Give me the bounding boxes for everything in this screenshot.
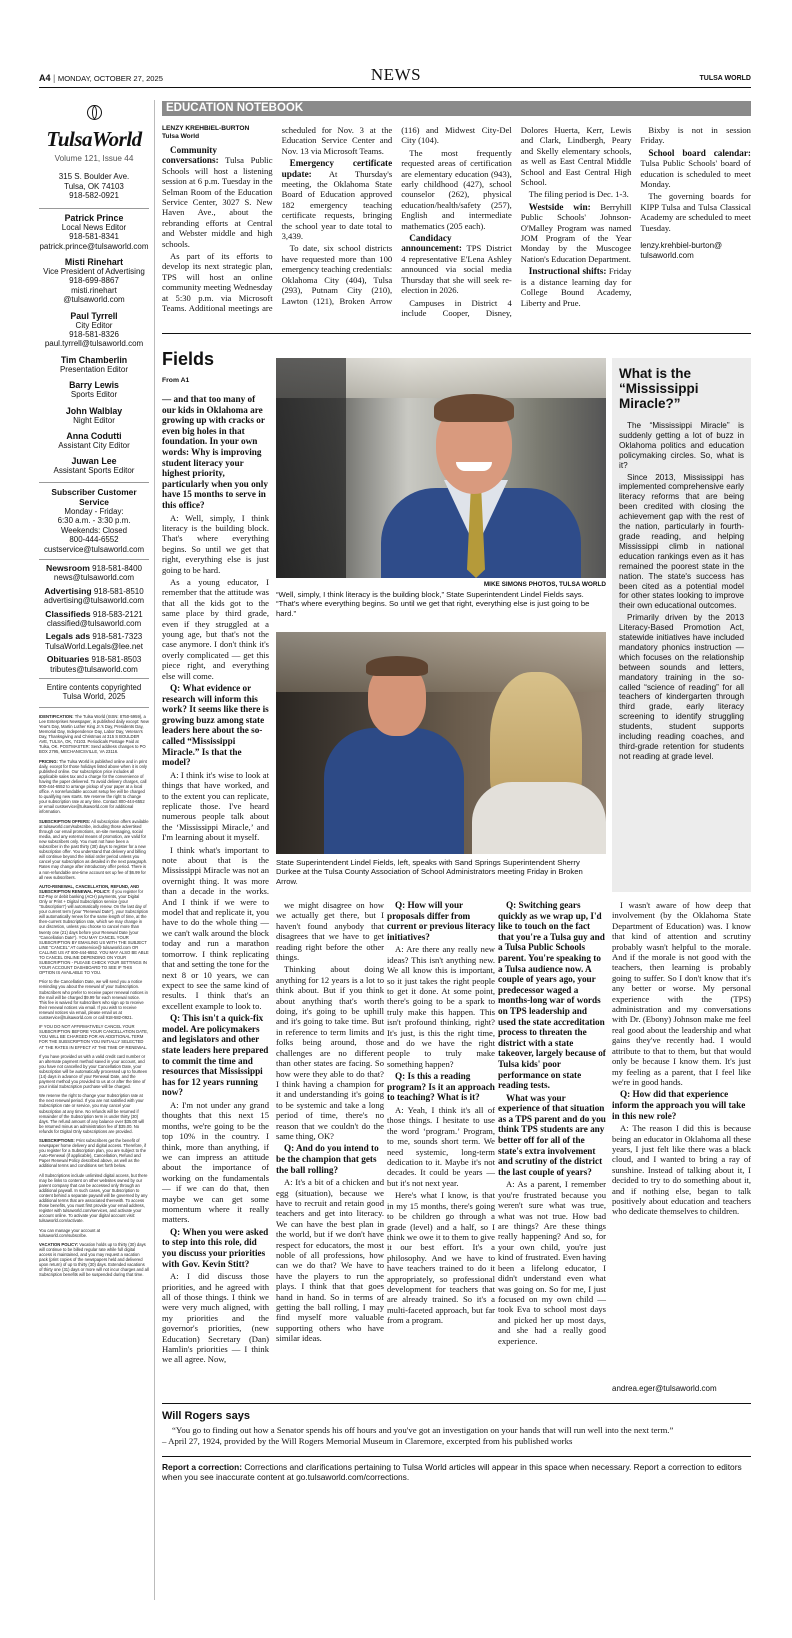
contact-entry <box>39 632 149 651</box>
notebook-paragraph <box>521 266 632 308</box>
contact-entry <box>39 587 149 606</box>
notebook-text: Berryhill Public Schools' Johnson-O'Malley Program was named JOM Program of the Year Monday by the Muscogee Nation's Education Department. <box>520 201 632 264</box>
interview-question: Q: Is this a reading program? Is it an approach to teaching? What is it? <box>387 1071 495 1103</box>
page-date: MONDAY, OCTOBER 27, 2025 <box>57 74 163 83</box>
contact-email: news@tulsaworld.com <box>53 573 135 583</box>
masthead-address <box>39 172 149 201</box>
article-headline: Fields <box>162 349 215 369</box>
notebook-text: Bixby is not in session Friday. <box>640 125 751 146</box>
fine-print-text: You can manage your account at tulsaworld.com/subscribe. <box>39 1227 101 1238</box>
notebook-lead: Community conversations: <box>162 145 219 166</box>
staff-name: John Walblay <box>65 405 123 416</box>
interview-question: Q: What evidence or research will inform this work? It seems like there is growing buzz among state leaders here about the so-called “Mississippi Miracle.” Is that the model? <box>162 683 269 768</box>
notebook-rule <box>162 333 751 334</box>
customer-service <box>39 487 149 554</box>
interview-question: Q: Switching gears quickly as we wrap up, I'd like to touch on the fact that you're a Tulsa guy and a Tulsa Public Schools parent. You're speaking to a Tulsa audience now. A couple of years ago, your predecessor waged a months-long war of words on TPS leadership and used the state accreditation process to threaten the district with a state takeover, largely because of Tulsa kids' poor performance on state reading tests. <box>498 900 606 1091</box>
header-rule <box>39 87 751 88</box>
article-column-5 <box>612 900 751 1219</box>
photo1-credit-name: MIKE SIMONS PHOTOS, <box>483 581 558 588</box>
notebook-paragraph <box>640 191 751 233</box>
staff-detail: Vice President of Advertising <box>43 267 145 276</box>
contact-label: Classifieds <box>45 608 91 619</box>
photo1-caption: “Well, simply, I think literacy is the building block,” State Superintendent Lindel Fields says. “That's where everything begins. So until we get that right, everything else is just going to be hard.” <box>276 590 590 618</box>
staff-detail: 918-581-8341 <box>69 232 119 242</box>
contact-entry <box>39 564 149 583</box>
staff-name: Juwan Lee <box>71 456 117 467</box>
correction-label: Report a correction: <box>162 1462 243 1472</box>
interview-answer: A: Yeah, I think it's all of those things. I hesitate to use the word ‘program.’ Program, to me, sounds short term. We need systemic, long-term dedication to it. Maybe it's not decades. It could be years — but it's not next year. <box>387 1105 495 1188</box>
staff-detail: Local News Editor <box>61 222 127 232</box>
copyright-line-2: Tulsa World, 2025 <box>62 692 126 702</box>
staff-name: Barry Lewis <box>69 380 119 391</box>
interview-question: Q: And do you intend to be the champion that gets the ball rolling? <box>276 1143 379 1175</box>
notebook-text: Tulsa Public Schools' board of education is scheduled to meet Monday. <box>640 158 751 190</box>
contact-email: TulsaWorld.Legals@lee.net <box>45 641 143 651</box>
customer-service-line: 6:30 a.m. - 3:30 p.m. <box>57 516 131 526</box>
rail-divider <box>154 100 155 1600</box>
copyright <box>39 683 149 702</box>
staff-entry <box>39 311 149 349</box>
notebook-text: As part of its efforts to develop its next strategic plan, TPS will host an online community meeting Wednesday at 5:30 p.m. via Microsoft Teams. Additional meetings are scheduled for Nov. 3 at the Education Service Center and Nov. 13 via Microsoft Teams. <box>162 125 393 314</box>
header-paper-name: TULSA WORLD <box>699 75 751 82</box>
logo-globe-icon <box>87 105 102 120</box>
staff-detail: Assistant City Editor <box>58 441 130 451</box>
interview-answer: A: It's a bit of a chicken and egg (situation), because we have to recruit and retain good teachers and get into literacy. We can have the best plan in the world, but if we don't have respect for educators, the most noble of all professions, how can we do that? We have to have the players to run the plays. I think that that goes hand in hand. So in terms of getting the ball rolling, I may find myself more valuable supporting others who have similar ideas. <box>276 1177 384 1344</box>
logo-text: TulsaWorld <box>46 127 142 151</box>
left-rail <box>39 102 149 1281</box>
fine-print-text: Vacation holds up to thirty (30) days will continue to be billed regular rate while full digital access is maintained, and you may request a vacation pack (print copies of the newspapers held and delivered upon return) of up to thirty (30) days. Extended vacations of thirty one (31) days or more will not incur charges and all Subscription benefits will be suspended during that time. <box>39 1241 149 1278</box>
contact-phone: 918-581-8503 <box>91 655 142 665</box>
interview-answer: As a young educator, I remember that the attitude was that all the kids got to the same place by third grade, even if they struggled at a young age, but that's not the case anymore. I don't think it's overly complicated — get this piece right, and everything else will come. <box>162 576 269 681</box>
photo-fields-durkee <box>276 632 606 854</box>
staff-entry <box>39 431 149 450</box>
article-column-2 <box>276 900 384 1346</box>
photo-fields-laughing <box>276 358 606 578</box>
masthead-logo <box>39 102 149 152</box>
sidebar-paragraph: The “Mississippi Miracle” is suddenly getting a lot of buzz in Oklahoma politics and education policymaking circles. So, what is it? <box>619 421 744 470</box>
interview-question: — and that too many of our kids in Oklahoma are growing up with cracks or even big holes in that foundation. In your own words: Why is improving student literacy your highest priority, particularly when you only have 15 months to serve in this office? <box>162 394 268 510</box>
fine-print-text: All subscription offers available at tulsaworld.com/subscribe, including those advertised through our email promotions, on-site messaging, social media, and any external means of promotion, are valid for new subscribers only. You must not have been a subscriber in the past thirty (30) days to register for a new subscription offer. You understand that delivery and billing will continue beyond the initial order period unless you cancel your subscription as detailed in the next paragraph. Rates may change after introductory offer period. There is a non-refundable one-time account set up fee of $6.99 for all new subscribers. <box>39 818 149 880</box>
staff-name: Patrick Prince <box>64 212 124 223</box>
notebook-paragraph <box>401 233 512 295</box>
article-end-rule <box>162 1403 751 1404</box>
notebook-text: The governing boards for KIPP Tulsa and Tulsa Classical Academy are scheduled to meet Tuesday. <box>640 191 751 233</box>
will-rogers-quote-text: “You go to finding out how a Senator spends his off hours and you've got an investigation on your hands that will run well into the next term.” <box>172 1425 674 1435</box>
fine-print-head: PRICING: <box>39 758 58 764</box>
fine-print-text: Prior to the Cancellation Date, we will send you a notice reminding you about the renewal of your Subscription. Subscribers who prefer to receive paper renewal notices in the mail will be charged $9.99 for each renewal notice. This fee is waived for subscribers who sign up to receive their renewal notices via email. If you wish to receive renewal notices via email, please email us at custservice@tulsaworld.com or call 918-582-0921. <box>39 979 148 1021</box>
staff-detail: 918-699-8867 <box>69 276 119 286</box>
contact-email: advertising@tulsaworld.com <box>43 596 145 606</box>
section-title: NEWS <box>370 65 422 84</box>
fine-print-text: All Subscriptions include unlimited digital access, but there may be links to content on other websites owned by our parent company that can be accessed only through an additional paywall. In such cases, your Subscription to content behind a separate paywall will be governed by any additional terms that are associated therewith. To access those benefits, you must first provide your email address, register with tulsaworld.com/services, and activate your account online. To activate your digital account visit: tulsaworld.com/activate. <box>39 1172 148 1224</box>
notebook-banner <box>162 101 751 116</box>
staff-detail: Presentation Editor <box>59 364 129 374</box>
interview-answer: Here's what I know, is that in my 15 months, there's going to be children go through a grade (level) and a half, so I think we owe it to them to give it our best effort. It's a philosophy. And we have to have teachers trained to do it appropriately, so professional development for teachers that are already trained. So it's a multi-faceted approach, but far from a program. <box>387 1190 495 1326</box>
interview-answer: we might disagree on how we actually get there, but I haven't found anybody that disagrees that we have to get reading right before the other things. <box>276 900 384 963</box>
notebook-text: The filing period is Dec. 1-3. <box>528 189 629 200</box>
interview-answer: A: The reason I did this is because being an educator in Oklahoma all these years, I just felt like there was a black cloud, and I wanted to bring a ray of sunshine. Instead of talking about it, I decided to try to do something about it, and if nothing else, began to talk positively about education and teachers who dedicate themselves to children. <box>612 1123 751 1217</box>
staff-name: Tim Chamberlin <box>60 354 128 365</box>
notebook-text: The most frequently requested areas of certification are elementary education (943), early childhood (427), school counselor (262), physical education/health/safety (257), English and intermediate mathematics (205 each). <box>401 147 512 231</box>
photo1-credit <box>276 581 606 588</box>
contact-header <box>39 587 149 596</box>
masthead-volume: Volume 121, Issue 44 <box>54 154 134 163</box>
customer-service-line: 800-444-6552 <box>69 535 119 545</box>
customer-service-line: Monday - Friday: <box>64 506 124 516</box>
customer-service-title: Subscriber Customer Service <box>51 486 137 507</box>
staff-entry <box>39 406 149 425</box>
sidebar-paragraph: Since 2013, Mississippi has implemented comprehensive early literacy reforms that are being been credited with closing the achievement gap with the rest of the nation, particularly in fourth-grade reading, and helping Mississippi climb in national education rankings even as it has remained the poorest state in the nation. The state's success has been cited as a potential model for other states looking to improve their own educational outcomes. <box>619 472 744 611</box>
fine-print-paragraph <box>39 1054 149 1090</box>
photo1-credit-org: TULSA WORLD <box>559 581 606 588</box>
fine-print-text: If you have provided us with a valid credit card number or an alternate payment method saved in your account, and you have not cancelled by your Cancellation Date, your subscription will be automatically processed up to fourteen (14) days in advance of your Renewal Date, and the payment method you provided to us at or after the time of your initial Subscription purchase will be charged. <box>39 1053 148 1090</box>
notebook-text: Tulsa Public Schools will host a listening session at 6 p.m. Tuesday in the Selman Room of the Education Service Center, 3027 S. New Haven Ave., about the rebranding efforts at Central and Webster middle and high schools. <box>162 155 273 249</box>
photo2-man-suit <box>324 728 464 854</box>
will-rogers-title: Will Rogers says <box>162 1410 250 1422</box>
fine-print-text: If you register for EZ-Pay or debit banking (ACH) payments, your Digital Only or Print + Digital Subscription service (your "Subscription") will automatically renew. On the last day of your current term (your "Renewal Date"), your Subscription will automatically renew for the same length of time, at the then-current Subscription rate, which we may change in our discretion, unless you choose to cancel more than twenty one (21) days before your Renewal Date (your "Cancellation Date"). YOU MAY CANCEL YOUR SUBSCRIPTION BY EMAILING US WITH THE SUBJECT LINE "CANCEL" AT custservice@ tulsaworld.com OR CALLING US AT 800-444-6552. YOU MAY ALSO BE ABLE TO CANCEL ONLINE DEPENDING ON YOUR SUBSCRIPTION - PLEASE CHECK YOUR SETTINGS IN YOUR ACCOUNT DASHBOARD TO SEE IF THIS OPTION IS AVAILABLE TO YOU. <box>39 888 149 976</box>
mississippi-sidebar <box>612 358 751 892</box>
contact-email: tributes@tulsaworld.com <box>50 664 138 674</box>
fine-print-head: IDENTIFICATION: <box>39 713 74 719</box>
interview-answer: A: As a parent, I remember you're frustrated because you weren't sure what was true, what was not true. How bad are things? Are these things really happening? And so, for your own child, you're just kind of frustrated. Even having been a lifelong educator, I didn't understand even what was going on. So for me, I just focused on my own child — took Eva to school most days and picked her up most days, and she had a really good experience. <box>498 1179 606 1346</box>
notebook-byline <box>162 125 273 141</box>
staff-detail: @tulsaworld.com <box>63 295 125 305</box>
interview-answer: A: I think it's wise to look at things that have worked, and to the extent you can replicate, replicate those. I've heard numerous people talk about the ‘Mississippi Miracle,’ and I'm learning about it myself. <box>162 769 269 843</box>
notebook-lead: School board calendar: <box>648 147 751 158</box>
fine-print-text: Print subscribers get the benefit of newspaper home delivery and digital access. Therefore, if you register for a Subscription plan, you are subject to the Auto-Renewal (if applicable), Cancellation, Refund and Paper Renewal Policy described above, as well as the additional terms and conditions set forth below. <box>39 1138 147 1169</box>
contact-label: Newsroom <box>46 562 90 573</box>
article-jump: From A1 <box>162 377 190 384</box>
notebook-paragraph <box>640 125 751 146</box>
staff-entry <box>39 257 149 305</box>
contact-entry <box>39 610 149 629</box>
staff-detail: paul.tyrrell@tulsaworld.com <box>44 339 144 349</box>
staff-name: Anna Codutti <box>66 431 122 442</box>
fine-print-head: AUTO-RENEWAL, CANCELLATION, REFUND, AND SUBSCRIPTION RENEWAL POLICY: <box>39 883 140 894</box>
fine-print <box>39 714 149 1278</box>
staff-name: Paul Tyrrell <box>70 310 118 321</box>
fine-print-text: The Tulsa World (ISSN: 8750-5959), a Lee Enterprises Newspaper, is published daily except: New Year's Day, Martin Luther King Jr.'s Day, Presidents Day, Memorial Day, Independence Day, Labor Day, Veteran's Day, Thanksgiving and Christmas at 315 S BOULDER AVE, TULSA, OK, 74103. Periodicals Postage Paid at Tulsa, OK. POSTMASTER: Send address changes to PO BOX 2795, MECHANICSVILLE, VA 23116. <box>39 713 149 755</box>
notebook-text: At Thursday's meeting, the Oklahoma State Board of Education approved 182 emergency teaching certificate requests, bringing the school year to date total to 3,439. <box>281 168 393 242</box>
fine-print-text: IF YOU DO NOT AFFIRMATIVELY CANCEL YOUR SUBSCRIPTION BEFORE YOUR CANCELLATION DATE, YOU WILL BE CHARGED FOR AN ADDITIONAL TERM FOR THE SUBSCRIPTION YOU INITIALLY SELECTED AT THE RATES IN EFFECT AT THE TIME OF RENEWAL. <box>39 1024 149 1050</box>
fine-print-paragraph <box>39 979 149 1020</box>
fine-print-paragraph <box>39 1024 149 1049</box>
contact-phone: 918-581-7323 <box>92 632 143 642</box>
notebook-byline-name: LENZY KREHBIEL-BURTON <box>162 125 250 132</box>
article-column-3 <box>387 900 495 1328</box>
notebook-paragraph <box>521 202 632 264</box>
contact-phone: 918-581-8400 <box>92 563 142 573</box>
article-column-1 <box>162 394 269 1367</box>
interview-question: Q: How will your proposals differ from current or previous literacy initiatives? <box>387 900 495 942</box>
correction-text: Corrections and clarifications pertaining to Tulsa World articles will appear in this space when necessary. Report a correction to editors when you see inaccurate content at go.tulsaworld.com/corrections. <box>162 1462 742 1483</box>
customer-service-line: custservice@tulsaworld.com <box>43 544 145 554</box>
notebook-lead: Westside win: <box>528 201 591 212</box>
contact-header <box>39 655 149 664</box>
page-number: A4 <box>39 73 51 83</box>
fine-print-text: The Tulsa World is published online and in print daily, except for those holidays listed above when it is only published online. Our subscription price includes all applicable sales tax and a charge for the convenience of having the paper delivered. To avoid delivery charges, call 800-444-6552 to arrange pickup of your paper at a local office. A nonrefundable account setup fee will be charged to qualifying new starts. We reserve the right to change your subscription rate at any time. Contact 800-444-6552 or email custservice@tulsaworld.com for additional information. <box>39 758 147 815</box>
photo2-woman-top <box>472 782 606 854</box>
interview-question: What was your experience of that situation as a TPS parent and do you think TPS students are any better off for all of the state's extra involvement and scrutiny of the district the last couple of years? <box>498 1092 606 1177</box>
notebook-paragraph <box>282 158 393 241</box>
fine-print-paragraph <box>39 759 149 815</box>
interview-answer: I wasn't aware of how deep that involvement (by the Oklahoma State Department of Education) was. I know that kind of attention and scrutiny probably wasn't helpful to the morale. And if the morale is not good with the teachers, then learning is probably going to suffer. So I don't know that it's any better or worse. My personal experience with the (TPS) administration and my conversations with Dr. (Ebony) Johnson make me feel real good about the leadership and what gains they've recently had. I would attribute to that to them, but that would only be because I know them. It's just my feeling as a parent, that I feel like we're in good hands. <box>612 900 751 1087</box>
copyright-line-1: Entire contents copyrighted <box>46 682 142 692</box>
photo2-caption: State Superintendent Lindel Fields, left, speaks with Sand Springs Superintendent Sherry Durkee at the Tulsa County Association of School Administrators meeting Friday in Broken Arrow. <box>276 858 583 886</box>
fine-print-head: VACATION POLICY: <box>39 1241 79 1247</box>
notebook-text: TPS District 4 representative E'Lena Ashley announced via social media Thursday that she will seek re-election in 2026. <box>401 243 512 296</box>
staff-detail: patrick.prince@tulsaworld.com <box>39 241 149 251</box>
contact-phone: 918-581-8510 <box>93 586 144 596</box>
interview-answer: A: Well, simply, I think literacy is the building block. That's where everything begins. So until we get that right, everything else is just going to be hard. <box>162 512 269 575</box>
will-rogers-source: – April 27, 1924, provided by the Will Rogers Memorial Museum in Claremore, excerpted from his published works <box>162 1435 573 1446</box>
contact-entry <box>39 655 149 674</box>
notebook-paragraphs <box>162 125 751 320</box>
will-rogers-quote <box>162 1425 751 1446</box>
sidebar-title: What is the “Mississippi Miracle?” <box>619 366 699 411</box>
notebook-paragraph <box>521 189 632 199</box>
interview-answer: A: Are there any really new ideas? This isn't anything new. We all know this is important, so it just takes the right people to get it done. At some point, there's going to be a spark to truly make this happen. This isn't profound thinking, right? It's just, is this the right time, and do we have the right people to truly make something happen? <box>387 944 495 1069</box>
address-phone: 918-582-0921 <box>69 191 119 201</box>
notebook-text: Campuses in District 4 include Cooper, Disney, Dolores Huerta, Kerr, Lewis and Clark, Lindbergh, Peary and Skelly elementary schools, as well as East Central Middle School and East Central High School. <box>401 125 632 318</box>
customer-service-lines <box>39 507 149 554</box>
sidebar-paragraph: Primarily driven by the 2013 Literacy-Based Promotion Act, statewide initiatives have included mandatory phonics instruction — which focuses on the relationship between sounds and letters, mandatory training in the so-called “science of reading” for all teachers of kindergarten through third grade, early literacy screening to identify struggling students, student supports including reading coaches, and third-grade retention for students not reading at grade level. <box>619 613 744 761</box>
fine-print-head: SUBSCRIPTION OFFERS: <box>39 818 91 824</box>
staff-detail: 918-581-8326 <box>69 330 119 340</box>
contact-header <box>39 632 149 641</box>
interview-question: Q: How did that experience inform the approach you will take in this new role? <box>612 1089 746 1121</box>
notebook-byline-org: Tulsa World <box>162 133 200 140</box>
article-author-email: andrea.eger@tulsaworld.com <box>612 1384 717 1393</box>
contact-label: Legals ads <box>45 631 91 642</box>
fine-print-paragraph <box>39 1093 149 1134</box>
interview-answer: A: I'm not under any grand thoughts that this next 15 months, we're going to be the top 10% in the country. I think, more than anything, if we can impress an attitude about the importance of working on the fundamentals — if we can do that, then maybe we can get some momentum where it really matters. <box>162 1099 269 1225</box>
notebook-lead: Instructional shifts: <box>528 266 607 277</box>
customer-service-line: Weekends: Closed <box>60 525 128 535</box>
fine-print-paragraph <box>39 819 149 880</box>
sidebar-paragraphs <box>619 421 744 762</box>
notebook-paragraph <box>401 148 512 231</box>
article-column-4 <box>498 900 606 1348</box>
will-rogers-rule <box>162 1456 751 1457</box>
fine-print-paragraph <box>39 1138 149 1169</box>
contacts-list <box>39 564 149 674</box>
staff-detail: misti.rinehart <box>71 285 117 295</box>
staff-entry <box>39 380 149 399</box>
notebook-lead: Emergency certificate update: <box>281 158 393 179</box>
address-line-2: Tulsa, OK 74103 <box>64 181 124 191</box>
notebook-text: To date, six school districts have requested more than 100 emergency teaching credentials: Oklahoma City (404), Tulsa (293), Putnam City (210), Lawton (121), Broken Arrow (116) and Midwest City-Del City (104). <box>281 125 512 306</box>
address-line-1: 315 S. Boulder Ave. <box>58 172 130 181</box>
page-folio: A4 | MONDAY, OCTOBER 27, 2025 <box>39 73 163 83</box>
fine-print-paragraph <box>39 1173 149 1224</box>
interview-answer: A: I did discuss those priorities, and he agreed with all of those things. I think we were very much aligned, with my priorities and the governor's priorities, (new Education) Secretary (Dan) Hamlin's priorities — I think we all agree. Now, <box>162 1271 269 1365</box>
contact-phone: 918-583-2121 <box>92 609 143 619</box>
fine-print-text: We reserve the right to change your Subscription rate at the next renewal period. If you are not satisfied with your Subscription rate or service, you may cancel your subscription at any time. No refunds will be returned if remainder of the Subscription term is under thirty (30) days. The refund amount of any balance over $35.00 will be returned minus an administration fee of $35.00. No refunds for Digital Only subscriptions are provided. <box>39 1093 145 1134</box>
staff-detail: Sports Editor <box>70 390 118 400</box>
fine-print-paragraph <box>39 714 149 755</box>
contact-email: classified@tulsaworld.com <box>46 618 142 628</box>
staff-detail: City Editor <box>75 320 113 330</box>
staff-entry <box>39 213 149 251</box>
staff-list <box>39 213 149 476</box>
contact-header <box>39 564 149 573</box>
staff-entry <box>39 456 149 475</box>
interview-answer: I think what's important to note about that is the Mississippi Miracle was not an overnight thing. It was more than a decade in the works. And I think if we were to model that and replicate it, you have to do the whole thing — we can't walk around the block today and run a marathon tomorrow. I think replicating that and setting the tone for the next 8 or 10 years, we can expect to see the same kind of results. I think that's an excellent example to look to. <box>162 844 269 1011</box>
interview-question: Q: This isn't a quick-fix model. Are policymakers and legislators and other state leaders here prepared to commit the time and resources that Mississippi has for 12 years running now? <box>162 1013 269 1098</box>
contact-label: Obituaries <box>46 654 90 665</box>
staff-detail: Night Editor <box>73 415 115 425</box>
staff-entry <box>39 355 149 374</box>
photo2-man-hair <box>366 656 428 676</box>
notebook-paragraph <box>162 145 273 249</box>
interview-question: Q: When you were asked to step into this role, did you discuss your priorities with Gov. Kevin Stitt? <box>162 1226 269 1269</box>
notebook-text: Friday is a distance learning day for College Bound Academy, Liberty and Prue. <box>520 266 632 308</box>
correction-box <box>162 1462 751 1483</box>
photo1-hair <box>434 394 514 422</box>
staff-name: Misti Rinehart <box>64 257 124 267</box>
notebook-email: lenzy.krehbiel-burton@ tulsaworld.com <box>640 241 723 261</box>
fine-print-paragraph <box>39 884 149 976</box>
fine-print-paragraph <box>39 1228 149 1238</box>
fine-print-head: SUBSCRIPTIONS: <box>39 1138 75 1143</box>
staff-detail: Assistant Sports Editor <box>53 466 135 476</box>
fine-print-paragraph <box>39 1242 149 1278</box>
notebook-body <box>162 125 751 320</box>
notebook-paragraph <box>640 148 751 190</box>
contact-label: Advertising <box>44 585 92 596</box>
contact-header <box>39 610 149 619</box>
interview-answer: Thinking about doing anything for 12 years is a lot to think about. But if you think about anything that's worth doing, it's going to be uphill and it's going to take time. But in reference to term limits and folks being around, those challenges are no different than other states are facing. So how were they able to do that? I think having a champion for it and understanding it's going to be systemic and take a long period of time, there's no reason that we couldn't do the same thing, OK? <box>276 964 384 1141</box>
notebook-banner-label: EDUCATION NOTEBOOK <box>166 102 304 114</box>
notebook-lead: Candidacy announcement: <box>401 233 462 254</box>
